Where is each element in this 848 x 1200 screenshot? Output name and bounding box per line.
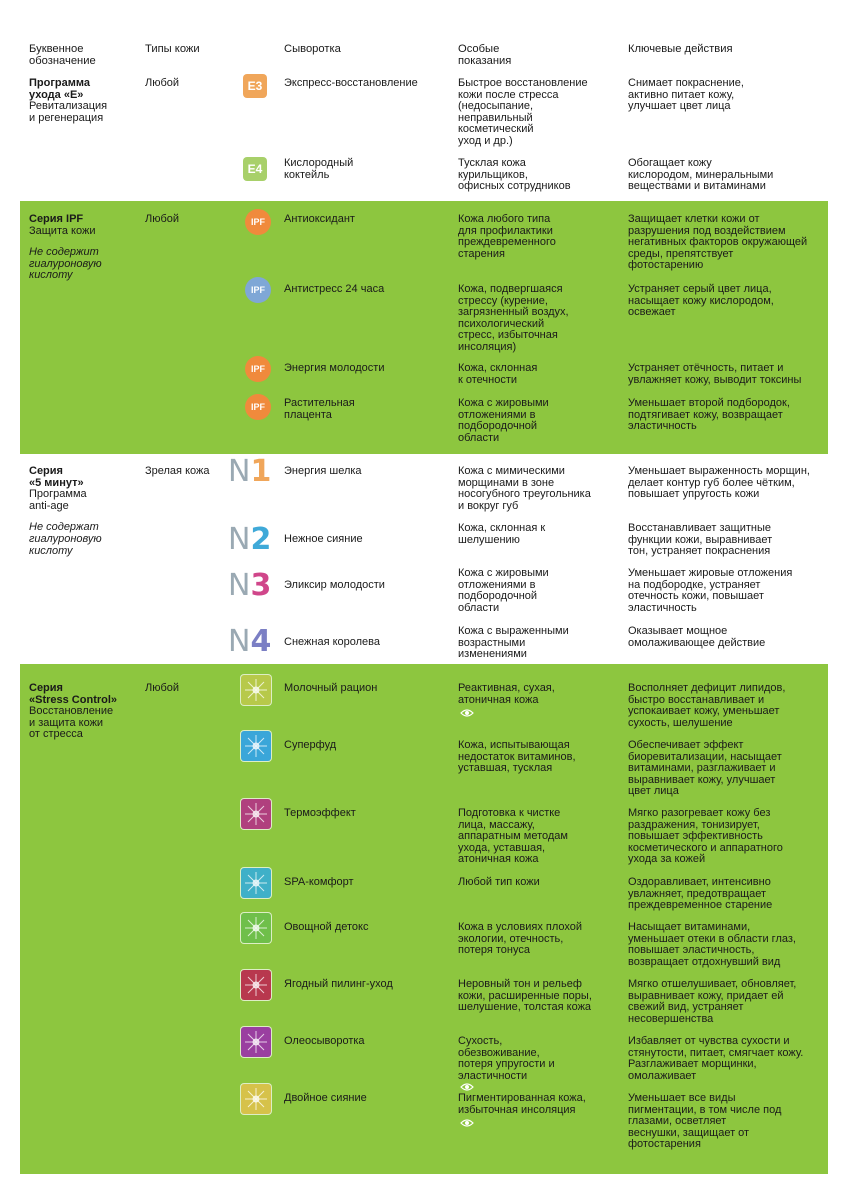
series-stress-skin: Любой [145, 682, 180, 694]
indications-cell: Кожа любого типа для профилактики преждевременного старения [458, 213, 556, 260]
actions-cell: Избавляет от чувства сухости и стянутости, питает, смягчает кожу. Разглаживает морщинки, омолаживает [628, 1035, 804, 1082]
indications-cell: Кожа с выраженными возрастными изменениями [458, 625, 569, 661]
crystal-pattern-icon [241, 799, 271, 829]
header-letter: Буквенное обозначение [29, 43, 96, 67]
series-ipf-label: Серия IPF Защита кожи Не содержит гиалуроновую кислоту [29, 213, 102, 282]
indications-cell: Кожа с мимическими морщинами в зоне носогубного треугольника и вокруг губ [458, 465, 591, 512]
crystal-pattern-icon [241, 1027, 271, 1057]
actions-cell: Обогащает кожу кислородом, минеральными веществами и витаминами [628, 157, 774, 193]
actions-cell: Мягко разогревает кожу без раздражения, тонизирует, повышает эффективность косметического и аппаратного ухода за кожей [628, 807, 783, 866]
serum-name: Эликсир молодости [284, 579, 385, 591]
indications-cell: Кожа, испытывающая недостаток витаминов, уставшая, тусклая [458, 739, 576, 775]
serum-name: SPA-комфорт [284, 876, 354, 888]
crystal-pattern-icon [241, 913, 271, 943]
serum-name: Антиоксидант [284, 213, 355, 225]
program-e-label: Программа ухода «Е» Ревитализация и регенерация [29, 77, 108, 124]
header-actions: Ключевые действия [628, 43, 733, 55]
serum-name: Термоэффект [284, 807, 356, 819]
indications-cell: Кожа в условиях плохой экологии, отечность, потеря тонуса [458, 921, 583, 957]
indications-cell: Реактивная, сухая, атоничная кожа [458, 682, 555, 706]
serum-name: Ягодный пилинг-уход [284, 978, 393, 990]
actions-cell: Обеспечивает эффект биоревитализации, насыщает витаминами, разглаживает и выравнивает кожу, улучшает цвет лица [628, 739, 782, 798]
serum-name: Энергия молодости [284, 362, 385, 374]
n3-logo-icon: N3 [228, 568, 272, 603]
actions-cell: Устраняет отёчность, питает и увлажняет кожу, выводит токсины [628, 362, 802, 386]
serum-name: Овощной детокс [284, 921, 369, 933]
indications-cell: Кожа, склонная к шелушению [458, 522, 546, 546]
crystal-pattern-icon [241, 868, 271, 898]
header-indications: Особые показания [458, 43, 512, 67]
series-ipf-skin: Любой [145, 213, 180, 225]
actions-cell: Уменьшает выраженность морщин, делает контур губ более чётким, повышает упругость кожи [628, 465, 810, 501]
n4-logo-icon: N4 [228, 624, 272, 659]
eye-icon [460, 1082, 474, 1092]
serum-thumbnail-icon [241, 913, 271, 943]
actions-cell: Уменьшает жировые отложения на подбородке, устраняет отечность кожи, повышает эластичность [628, 567, 793, 614]
indications-cell: Тусклая кожа курильщиков, офисных сотрудников [458, 157, 571, 193]
serum-name: Антистресс 24 часа [284, 283, 385, 295]
header-serum: Сыворотка [284, 43, 341, 55]
program-e-skin: Любой [145, 77, 180, 89]
e4-badge-icon: E4 [243, 157, 267, 181]
serum-thumbnail-icon [241, 1027, 271, 1057]
serum-name: Снежная королева [284, 636, 380, 648]
indications-cell: Неровный тон и рельеф кожи, расширенные поры, шелушение, толстая кожа [458, 978, 592, 1014]
indications-cell: Кожа, подвергшаяся стрессу (курение, загрязненный воздух, психологический стресс, избыточная инсоляция) [458, 283, 569, 353]
crystal-pattern-icon [241, 1084, 271, 1114]
serum-thumbnail-icon [241, 799, 271, 829]
serum-name: Кислородный коктейль [284, 157, 354, 181]
header-skin: Типы кожи [145, 43, 200, 55]
indications-cell: Кожа с жировыми отложениями в подбородочной области [458, 567, 549, 614]
crystal-pattern-icon [241, 970, 271, 1000]
serum-thumbnail-icon [241, 970, 271, 1000]
series-5min-skin: Зрелая кожа [145, 465, 210, 477]
actions-cell: Мягко отшелушивает, обновляет, выравнивает кожу, придает ей свежий вид, устраняет несовершенства [628, 978, 797, 1025]
indications-cell: Любой тип кожи [458, 876, 540, 888]
ipf-badge-icon: IPF [245, 394, 271, 420]
serum-name: Нежное сияние [284, 533, 363, 545]
e3-badge-icon: E3 [243, 74, 267, 98]
serum-name: Суперфуд [284, 739, 337, 751]
eye-icon [460, 708, 474, 718]
ipf-badge-icon: IPF [245, 209, 271, 235]
actions-cell: Оказывает мощное омолаживающее действие [628, 625, 766, 649]
serum-name: Олеосыворотка [284, 1035, 365, 1047]
actions-cell: Уменьшает второй подбородок, подтягивает кожу, возвращает эластичность [628, 397, 790, 433]
crystal-pattern-icon [241, 731, 271, 761]
crystal-pattern-icon [241, 675, 271, 705]
ipf-badge-icon: IPF [245, 277, 271, 303]
series-5min-label: Серия «5 минут» Программа anti-age Не содержат гиалуроновую кислоту [29, 465, 102, 557]
ipf-badge-icon: IPF [245, 356, 271, 382]
indications-cell: Кожа с жировыми отложениями в подбородочной области [458, 397, 549, 444]
series-stress-label: Серия «Stress Control» Восстановление и защита кожи от стресса [29, 682, 118, 741]
n2-logo-icon: N2 [228, 522, 272, 557]
serum-name: Экспресс-восстановление [284, 77, 418, 89]
n1-logo-icon: N1 [228, 454, 272, 489]
actions-cell: Защищает клетки кожи от разрушения под воздействием негативных факторов окружающей среды, препятствует фотостарению [628, 213, 808, 272]
serum-name: Двойное сияние [284, 1092, 367, 1104]
indications-cell: Быстрое восстановление кожи после стресса (недосыпание, неправильный косметический уход и др.) [458, 77, 588, 147]
serum-name: Энергия шелка [284, 465, 362, 477]
actions-cell: Уменьшает все виды пигментации, в том числе под глазами, осветляет веснушки, защищает от фотостарения [628, 1092, 782, 1151]
serum-name: Растительная плацента [284, 397, 355, 421]
indications-cell: Подготовка к чистке лица, массажу, аппаратным методам ухода, уставшая, атоничная кожа [458, 807, 568, 866]
indications-cell: Кожа, склонная к отечности [458, 362, 538, 386]
actions-cell: Восполняет дефицит липидов, быстро восстанавливает и успокаивает кожу, уменьшает сухость, шелушение [628, 682, 786, 729]
serum-name: Молочный рацион [284, 682, 378, 694]
serum-thumbnail-icon [241, 731, 271, 761]
indications-cell: Пигментированная кожа, избыточная инсоляция [458, 1092, 586, 1116]
actions-cell: Устраняет серый цвет лица, насыщает кожу кислородом, освежает [628, 283, 774, 319]
serum-thumbnail-icon [241, 1084, 271, 1114]
eye-icon [460, 1118, 474, 1128]
serum-thumbnail-icon [241, 675, 271, 705]
actions-cell: Восстанавливает защитные функции кожи, выравнивает тон, устраняет покраснения [628, 522, 773, 558]
indications-cell: Сухость, обезвоживание, потеря упругости и эластичности [458, 1035, 555, 1082]
actions-cell: Насыщает витаминами, уменьшает отеки в области глаз, повышает эластичность, возвращает отдохнувший вид [628, 921, 796, 968]
serum-thumbnail-icon [241, 868, 271, 898]
actions-cell: Оздоравливает, интенсивно увлажняет, предотвращает преждевременное старение [628, 876, 773, 912]
actions-cell: Снимает покраснение, активно питает кожу, улучшает цвет лица [628, 77, 744, 113]
